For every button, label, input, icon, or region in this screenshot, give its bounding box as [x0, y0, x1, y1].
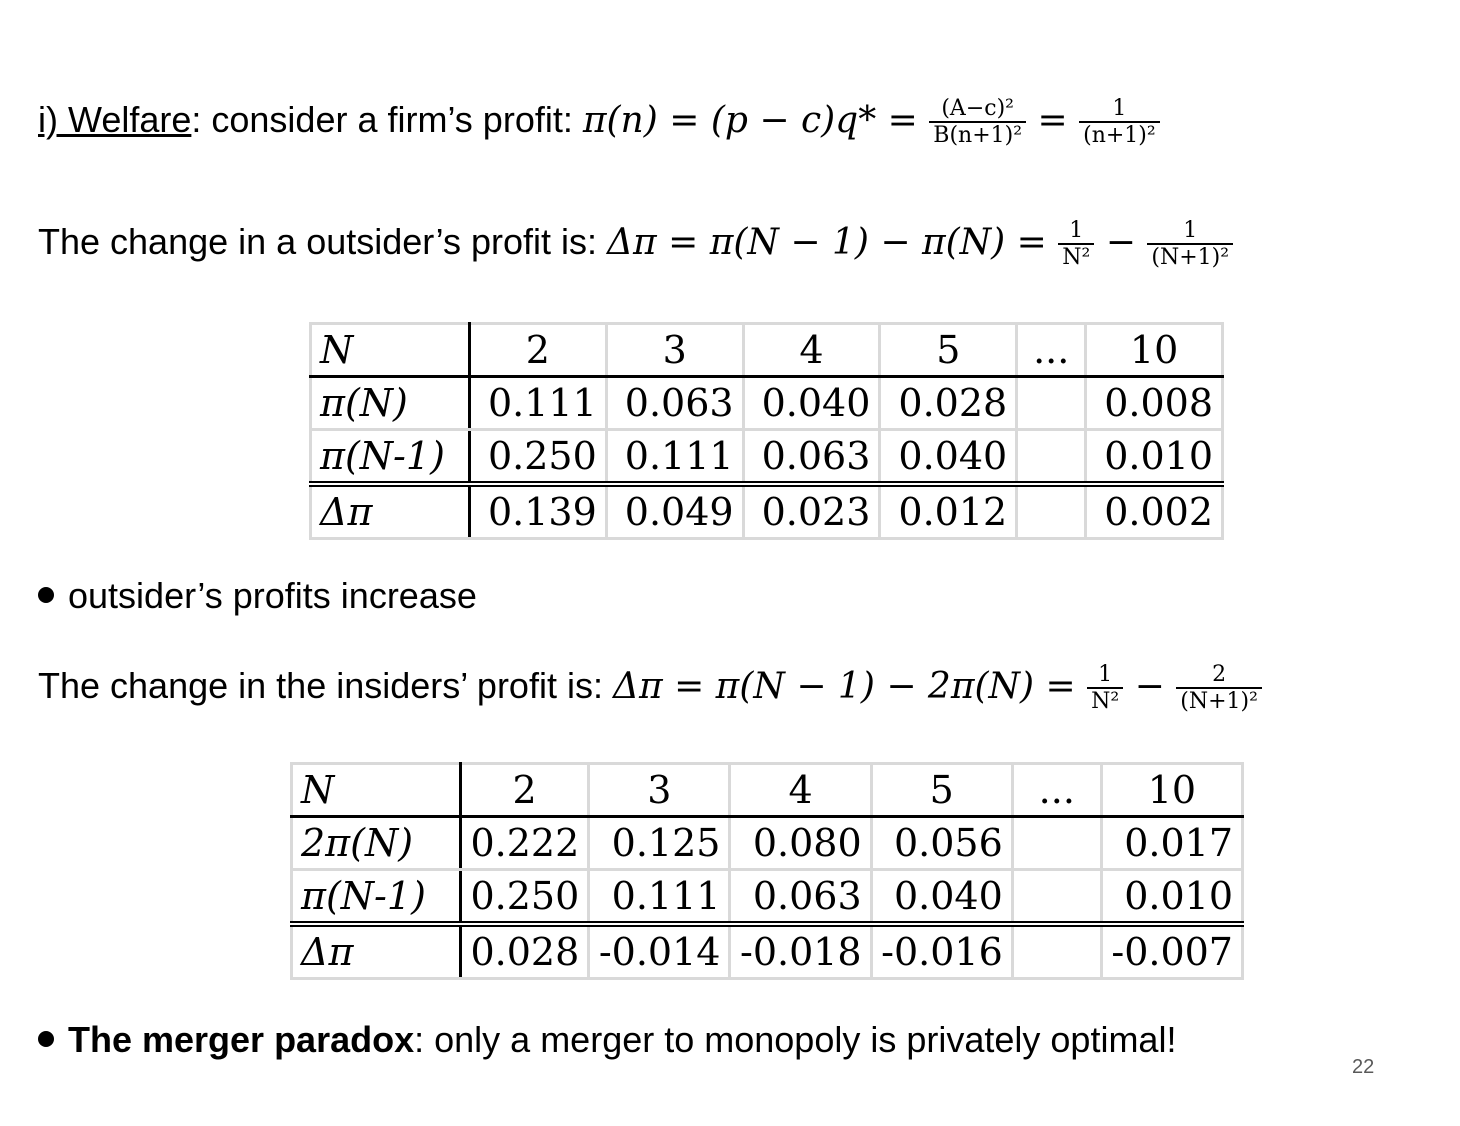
outsider-fraction-2	[1147, 218, 1233, 271]
table-cell: 0.111	[606, 430, 743, 485]
table-cell: 0.049	[606, 484, 743, 539]
row-label: Δπ	[311, 484, 470, 539]
table-cell: 0.111	[470, 377, 607, 430]
outsider-formula: Δπ = π(N − 1) − π(N) =	[607, 221, 1059, 263]
table-cell	[1012, 924, 1101, 979]
merger-paradox-heading: The merger paradox	[68, 1019, 415, 1060]
outsider-fraction-1	[1058, 218, 1094, 271]
outsider-profit-table	[309, 322, 1224, 540]
bullet-merger-paradox	[38, 1019, 1177, 1060]
table-cell: -0.016	[871, 924, 1012, 979]
minus-sign: −	[1123, 665, 1177, 707]
outsider-change-line	[38, 218, 1233, 271]
table-row	[292, 924, 1243, 979]
table-row	[292, 870, 1243, 925]
table-cell: 0.040	[880, 430, 1017, 485]
table-cell	[1017, 484, 1086, 539]
page-number: 22	[1352, 1056, 1375, 1078]
header-cell: 4	[743, 324, 880, 377]
fraction-denominator: (N+1)²	[1151, 245, 1230, 271]
table-cell: 0.028	[461, 924, 589, 979]
welfare-line	[38, 96, 1160, 149]
table-cell: 0.063	[743, 430, 880, 485]
profit-formula: π(n) = (p − c)q* =	[582, 99, 930, 141]
bullet-icon	[38, 587, 54, 603]
table-cell: 0.017	[1101, 817, 1242, 870]
header-cell: 10	[1101, 764, 1242, 817]
table-header-row	[292, 764, 1243, 817]
table-cell: 0.139	[470, 484, 607, 539]
table-cell: 0.250	[470, 430, 607, 485]
header-cell: N	[311, 324, 470, 377]
row-label: 2π(N)	[292, 817, 461, 870]
fraction-denominator: N²	[1091, 689, 1120, 715]
fraction-numerator: (A−c)²	[929, 96, 1026, 123]
table-cell: -0.014	[589, 924, 730, 979]
header-cell: ...	[1017, 324, 1086, 377]
fraction-numerator: 1	[1058, 218, 1094, 245]
table-cell: 0.012	[880, 484, 1017, 539]
row-label: π(N)	[311, 377, 470, 430]
fraction-numerator: 1	[1087, 662, 1123, 689]
table-cell: 0.010	[1086, 430, 1223, 485]
table-cell: 0.010	[1101, 870, 1242, 925]
table-cell	[1017, 377, 1086, 430]
table-cell: 0.056	[871, 817, 1012, 870]
insider-formula: Δπ = π(N − 1) − 2π(N) =	[612, 665, 1088, 707]
bullet-outsider	[38, 575, 477, 616]
table-row	[292, 817, 1243, 870]
profit-fraction-1	[929, 96, 1026, 149]
insider-profit-table	[290, 762, 1244, 980]
profit-fraction-2	[1079, 96, 1160, 149]
table-row	[311, 430, 1223, 485]
table-cell: 0.040	[871, 870, 1012, 925]
table-cell	[1012, 817, 1101, 870]
insider-fraction-2	[1176, 662, 1262, 715]
merger-paradox-text: : only a merger to monopoly is privately optimal!	[414, 1019, 1177, 1060]
table-cell	[1017, 430, 1086, 485]
table-cell: 0.125	[589, 817, 730, 870]
table-cell: 0.002	[1086, 484, 1223, 539]
table-cell: 0.063	[606, 377, 743, 430]
equals-sign: =	[1026, 99, 1080, 141]
table-row	[311, 377, 1223, 430]
welfare-label: i) Welfare	[38, 98, 192, 140]
table-cell: 0.222	[461, 817, 589, 870]
insider-fraction-1	[1087, 662, 1123, 715]
welfare-text: : consider a firm’s profit:	[191, 98, 583, 140]
table-cell: 0.028	[880, 377, 1017, 430]
fraction-numerator: 2	[1176, 662, 1262, 689]
table-cell: 0.080	[730, 817, 871, 870]
header-cell: 3	[589, 764, 730, 817]
table-cell: 0.023	[743, 484, 880, 539]
table-header-row	[311, 324, 1223, 377]
fraction-denominator: B(n+1)²	[933, 123, 1023, 149]
header-cell: N	[292, 764, 461, 817]
row-label: Δπ	[292, 924, 461, 979]
bullet-text: outsider’s profits increase	[68, 575, 477, 616]
table-cell: -0.007	[1101, 924, 1242, 979]
table-cell: -0.018	[730, 924, 871, 979]
table-cell: 0.063	[730, 870, 871, 925]
header-cell: 5	[880, 324, 1017, 377]
header-cell: 2	[470, 324, 607, 377]
fraction-denominator: (N+1)²	[1180, 689, 1258, 715]
table-cell: 0.040	[743, 377, 880, 430]
insider-change-text: The change in the insiders’ profit is:	[38, 664, 613, 706]
minus-sign: −	[1094, 221, 1148, 263]
header-cell: 2	[461, 764, 589, 817]
header-cell: ...	[1012, 764, 1101, 817]
insider-change-line	[38, 662, 1262, 715]
header-cell: 10	[1086, 324, 1223, 377]
table-cell: 0.250	[461, 870, 589, 925]
header-cell: 5	[871, 764, 1012, 817]
fraction-denominator: N²	[1062, 245, 1091, 271]
table-cell: 0.111	[589, 870, 730, 925]
table-cell	[1012, 870, 1101, 925]
fraction-numerator: 1	[1079, 96, 1160, 123]
row-label: π(N-1)	[311, 430, 470, 485]
row-label: π(N-1)	[292, 870, 461, 925]
bullet-icon	[38, 1031, 54, 1047]
fraction-numerator: 1	[1147, 218, 1233, 245]
table-cell: 0.008	[1086, 377, 1223, 430]
outsider-change-text: The change in a outsider’s profit is:	[38, 220, 607, 262]
table-row	[311, 484, 1223, 539]
header-cell: 4	[730, 764, 871, 817]
header-cell: 3	[606, 324, 743, 377]
fraction-denominator: (n+1)²	[1083, 123, 1156, 149]
